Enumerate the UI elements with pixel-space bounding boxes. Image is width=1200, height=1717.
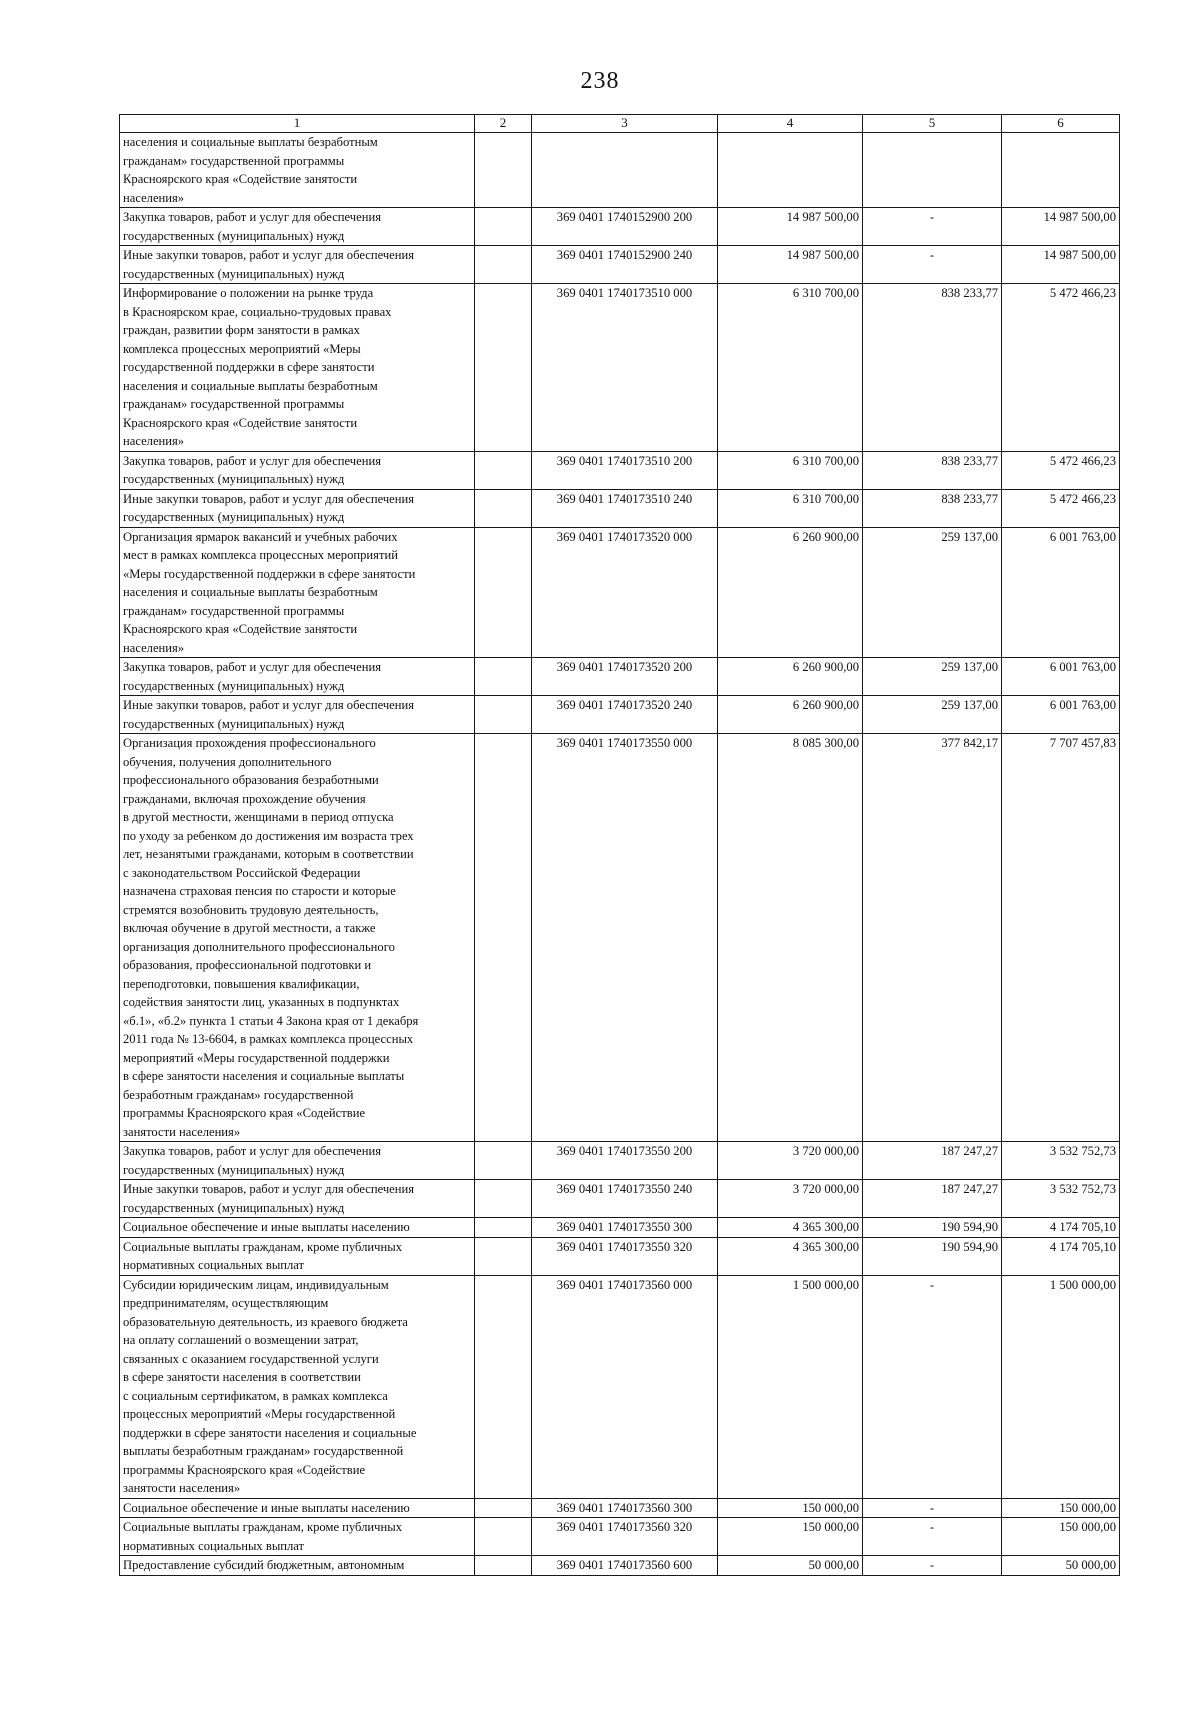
row-plan-cell: 14 987 500,00 bbox=[718, 208, 863, 246]
row-plan-cell: 14 987 500,00 bbox=[718, 246, 863, 284]
row-name-cell: Иные закупки товаров, работ и услуг для обеспечения государственных (муниципальных) нужд bbox=[120, 489, 475, 527]
row-col2-cell bbox=[475, 284, 532, 452]
row-plan-cell: 6 310 700,00 bbox=[718, 489, 863, 527]
row-col2-cell bbox=[475, 1275, 532, 1498]
row-name-cell: населения и социальные выплаты безработным гражданам» государственной программы Красноярского края «Содействие занятости населения» bbox=[120, 133, 475, 208]
row-col2-cell bbox=[475, 527, 532, 658]
row-executed-cell: 190 594,90 bbox=[863, 1218, 1002, 1238]
row-executed-cell: - bbox=[863, 1556, 1002, 1576]
row-name-cell: Иные закупки товаров, работ и услуг для обеспечения государственных (муниципальных) нужд bbox=[120, 1180, 475, 1218]
table-header-row bbox=[120, 115, 1120, 133]
row-plan-cell: 4 365 300,00 bbox=[718, 1218, 863, 1238]
row-plan-cell: 3 720 000,00 bbox=[718, 1142, 863, 1180]
row-name-cell: Закупка товаров, работ и услуг для обеспечения государственных (муниципальных) нужд bbox=[120, 1142, 475, 1180]
row-executed-cell: - bbox=[863, 1275, 1002, 1498]
row-col2-cell bbox=[475, 1218, 532, 1238]
row-executed-cell: 187 247,27 bbox=[863, 1142, 1002, 1180]
row-code-cell: 369 0401 1740173520 000 bbox=[532, 527, 718, 658]
row-executed-cell: 377 842,17 bbox=[863, 734, 1002, 1142]
row-name-cell: Закупка товаров, работ и услуг для обеспечения государственных (муниципальных) нужд bbox=[120, 451, 475, 489]
row-remainder-cell: 6 001 763,00 bbox=[1002, 527, 1120, 658]
table-row bbox=[120, 284, 1120, 452]
table-row bbox=[120, 1498, 1120, 1518]
row-code-cell: 369 0401 1740173510 200 bbox=[532, 451, 718, 489]
row-remainder-cell: 3 532 752,73 bbox=[1002, 1180, 1120, 1218]
header-col-6: 6 bbox=[1002, 115, 1120, 133]
row-code-cell: 369 0401 1740173550 240 bbox=[532, 1180, 718, 1218]
row-col2-cell bbox=[475, 246, 532, 284]
table-row bbox=[120, 734, 1120, 1142]
row-col2-cell bbox=[475, 1498, 532, 1518]
row-col2-cell bbox=[475, 1556, 532, 1576]
row-remainder-cell: 150 000,00 bbox=[1002, 1498, 1120, 1518]
row-name-cell: Информирование о положении на рынке труда в Красноярском крае, социально-трудовых правах граждан, развитии форм занятости в рамках комплекса процессных мероприятий «Меры государственной поддержки в сфере занятости населения и социальные выплаты безработным гражданам» государственной программы Красноярского края «Содействие занятости населения» bbox=[120, 284, 475, 452]
row-code-cell: 369 0401 1740173520 240 bbox=[532, 696, 718, 734]
table-row bbox=[120, 489, 1120, 527]
row-code-cell: 369 0401 1740173560 000 bbox=[532, 1275, 718, 1498]
row-remainder-cell: 5 472 466,23 bbox=[1002, 489, 1120, 527]
row-remainder-cell: 4 174 705,10 bbox=[1002, 1237, 1120, 1275]
row-plan-cell: 150 000,00 bbox=[718, 1498, 863, 1518]
table-row bbox=[120, 658, 1120, 696]
row-code-cell: 369 0401 1740152900 200 bbox=[532, 208, 718, 246]
row-executed-cell: 259 137,00 bbox=[863, 658, 1002, 696]
row-plan-cell: 50 000,00 bbox=[718, 1556, 863, 1576]
table-row bbox=[120, 527, 1120, 658]
table-row bbox=[120, 1556, 1120, 1576]
row-remainder-cell: 7 707 457,83 bbox=[1002, 734, 1120, 1142]
row-executed-cell: 259 137,00 bbox=[863, 527, 1002, 658]
table-row bbox=[120, 208, 1120, 246]
row-executed-cell: 838 233,77 bbox=[863, 451, 1002, 489]
row-name-cell: Социальные выплаты гражданам, кроме публичных нормативных социальных выплат bbox=[120, 1237, 475, 1275]
row-name-cell: Организация прохождения профессионального обучения, получения дополнительного профессионального образования безработными гражданами, включая прохождение обучения в другой местности, женщинами в период отпуска по уходу за ребенком до достижения им возраста трех лет, незанятыми гражданами, которым в соответствии с законодательством Российской Федерации назначена страховая пенсия по старости и которые стремятся возобновить трудовую деятельность, включая обучение в другой местности, а также организация дополнительного профессионального образования, профессиональной подготовки и переподготовки, повышения квалификации, содействия занятости лиц, указанных в подпунктах «б.1», «б.2» пункта 1 статьи 4 Закона края от 1 декабря 2011 года № 13-6604, в рамках комплекса процессных мероприятий «Меры государственной поддержки в сфере занятости населения и социальные выплаты безработным гражданам» государственной программы Красноярского края «Содействие занятости населения» bbox=[120, 734, 475, 1142]
row-col2-cell bbox=[475, 489, 532, 527]
row-plan-cell: 8 085 300,00 bbox=[718, 734, 863, 1142]
row-plan-cell: 150 000,00 bbox=[718, 1518, 863, 1556]
row-col2-cell bbox=[475, 734, 532, 1142]
row-plan-cell: 6 260 900,00 bbox=[718, 696, 863, 734]
row-remainder-cell: 5 472 466,23 bbox=[1002, 451, 1120, 489]
table-row bbox=[120, 133, 1120, 208]
row-plan-cell: 6 310 700,00 bbox=[718, 284, 863, 452]
row-remainder-cell: 14 987 500,00 bbox=[1002, 208, 1120, 246]
row-executed-cell: 187 247,27 bbox=[863, 1180, 1002, 1218]
row-remainder-cell: 6 001 763,00 bbox=[1002, 658, 1120, 696]
row-plan-cell: 6 310 700,00 bbox=[718, 451, 863, 489]
row-remainder-cell: 4 174 705,10 bbox=[1002, 1218, 1120, 1238]
row-code-cell: 369 0401 1740173550 300 bbox=[532, 1218, 718, 1238]
row-col2-cell bbox=[475, 696, 532, 734]
row-executed-cell: - bbox=[863, 1498, 1002, 1518]
row-name-cell: Организация ярмарок вакансий и учебных рабочих мест в рамках комплекса процессных мероприятий «Меры государственной поддержки в сфере занятости населения и социальные выплаты безработным гражданам» государственной программы Красноярского края «Содействие занятости населения» bbox=[120, 527, 475, 658]
row-name-cell: Социальное обеспечение и иные выплаты населению bbox=[120, 1498, 475, 1518]
row-executed-cell: 259 137,00 bbox=[863, 696, 1002, 734]
row-remainder-cell: 1 500 000,00 bbox=[1002, 1275, 1120, 1498]
row-executed-cell: - bbox=[863, 208, 1002, 246]
row-name-cell: Социальное обеспечение и иные выплаты населению bbox=[120, 1218, 475, 1238]
row-col2-cell bbox=[475, 1180, 532, 1218]
row-code-cell: 369 0401 1740173510 000 bbox=[532, 284, 718, 452]
row-executed-cell: - bbox=[863, 246, 1002, 284]
row-col2-cell bbox=[475, 1142, 532, 1180]
row-code-cell: 369 0401 1740173510 240 bbox=[532, 489, 718, 527]
row-code-cell: 369 0401 1740152900 240 bbox=[532, 246, 718, 284]
row-col2-cell bbox=[475, 208, 532, 246]
row-plan-cell: 1 500 000,00 bbox=[718, 1275, 863, 1498]
row-executed-cell: - bbox=[863, 1518, 1002, 1556]
header-col-2: 2 bbox=[475, 115, 532, 133]
row-name-cell: Иные закупки товаров, работ и услуг для обеспечения государственных (муниципальных) нужд bbox=[120, 696, 475, 734]
row-plan-cell: 6 260 900,00 bbox=[718, 527, 863, 658]
row-executed-cell: 838 233,77 bbox=[863, 489, 1002, 527]
row-name-cell: Закупка товаров, работ и услуг для обеспечения государственных (муниципальных) нужд bbox=[120, 658, 475, 696]
row-col2-cell bbox=[475, 451, 532, 489]
row-plan-cell: 6 260 900,00 bbox=[718, 658, 863, 696]
row-code-cell: 369 0401 1740173560 600 bbox=[532, 1556, 718, 1576]
row-remainder-cell: 3 532 752,73 bbox=[1002, 1142, 1120, 1180]
page-number: 238 bbox=[580, 68, 620, 94]
row-executed-cell bbox=[863, 133, 1002, 208]
row-name-cell: Социальные выплаты гражданам, кроме публичных нормативных социальных выплат bbox=[120, 1518, 475, 1556]
table-row bbox=[120, 1180, 1120, 1218]
row-executed-cell: 190 594,90 bbox=[863, 1237, 1002, 1275]
row-remainder-cell: 6 001 763,00 bbox=[1002, 696, 1120, 734]
row-remainder-cell: 5 472 466,23 bbox=[1002, 284, 1120, 452]
row-plan-cell: 3 720 000,00 bbox=[718, 1180, 863, 1218]
row-name-cell: Иные закупки товаров, работ и услуг для обеспечения государственных (муниципальных) нужд bbox=[120, 246, 475, 284]
row-code-cell: 369 0401 1740173550 200 bbox=[532, 1142, 718, 1180]
row-plan-cell bbox=[718, 133, 863, 208]
row-code-cell: 369 0401 1740173550 000 bbox=[532, 734, 718, 1142]
row-col2-cell bbox=[475, 658, 532, 696]
table-row bbox=[120, 1275, 1120, 1498]
row-code-cell: 369 0401 1740173550 320 bbox=[532, 1237, 718, 1275]
table-row bbox=[120, 451, 1120, 489]
row-name-cell: Предоставление субсидий бюджетным, автономным bbox=[120, 1556, 475, 1576]
row-col2-cell bbox=[475, 1518, 532, 1556]
row-remainder-cell: 150 000,00 bbox=[1002, 1518, 1120, 1556]
header-col-1: 1 bbox=[120, 115, 475, 133]
row-code-cell: 369 0401 1740173560 320 bbox=[532, 1518, 718, 1556]
row-remainder-cell: 50 000,00 bbox=[1002, 1556, 1120, 1576]
table-row bbox=[120, 696, 1120, 734]
row-name-cell: Субсидии юридическим лицам, индивидуальным предпринимателям, осуществляющим образовательную деятельность, из краевого бюджета на оплату соглашений о возмещении затрат, связанных с оказанием государственной услуги в сфере занятости населения в соответствии с социальным сертификатом, в рамках комплекса процессных мероприятий «Меры государственной поддержки в сфере занятости населения и социальные выплаты безработным гражданам» государственной программы Красноярского края «Содействие занятости населения» bbox=[120, 1275, 475, 1498]
row-col2-cell bbox=[475, 1237, 532, 1275]
table-row bbox=[120, 1518, 1120, 1556]
header-col-3: 3 bbox=[532, 115, 718, 133]
table-row bbox=[120, 246, 1120, 284]
table-body bbox=[120, 133, 1120, 1576]
header-col-5: 5 bbox=[863, 115, 1002, 133]
row-remainder-cell: 14 987 500,00 bbox=[1002, 246, 1120, 284]
row-executed-cell: 838 233,77 bbox=[863, 284, 1002, 452]
row-name-cell: Закупка товаров, работ и услуг для обеспечения государственных (муниципальных) нужд bbox=[120, 208, 475, 246]
row-code-cell bbox=[532, 133, 718, 208]
table-row bbox=[120, 1237, 1120, 1275]
row-code-cell: 369 0401 1740173560 300 bbox=[532, 1498, 718, 1518]
row-plan-cell: 4 365 300,00 bbox=[718, 1237, 863, 1275]
row-col2-cell bbox=[475, 133, 532, 208]
row-code-cell: 369 0401 1740173520 200 bbox=[532, 658, 718, 696]
budget-table bbox=[119, 114, 1120, 1576]
row-remainder-cell bbox=[1002, 133, 1120, 208]
table-row bbox=[120, 1218, 1120, 1238]
header-col-4: 4 bbox=[718, 115, 863, 133]
table-row bbox=[120, 1142, 1120, 1180]
